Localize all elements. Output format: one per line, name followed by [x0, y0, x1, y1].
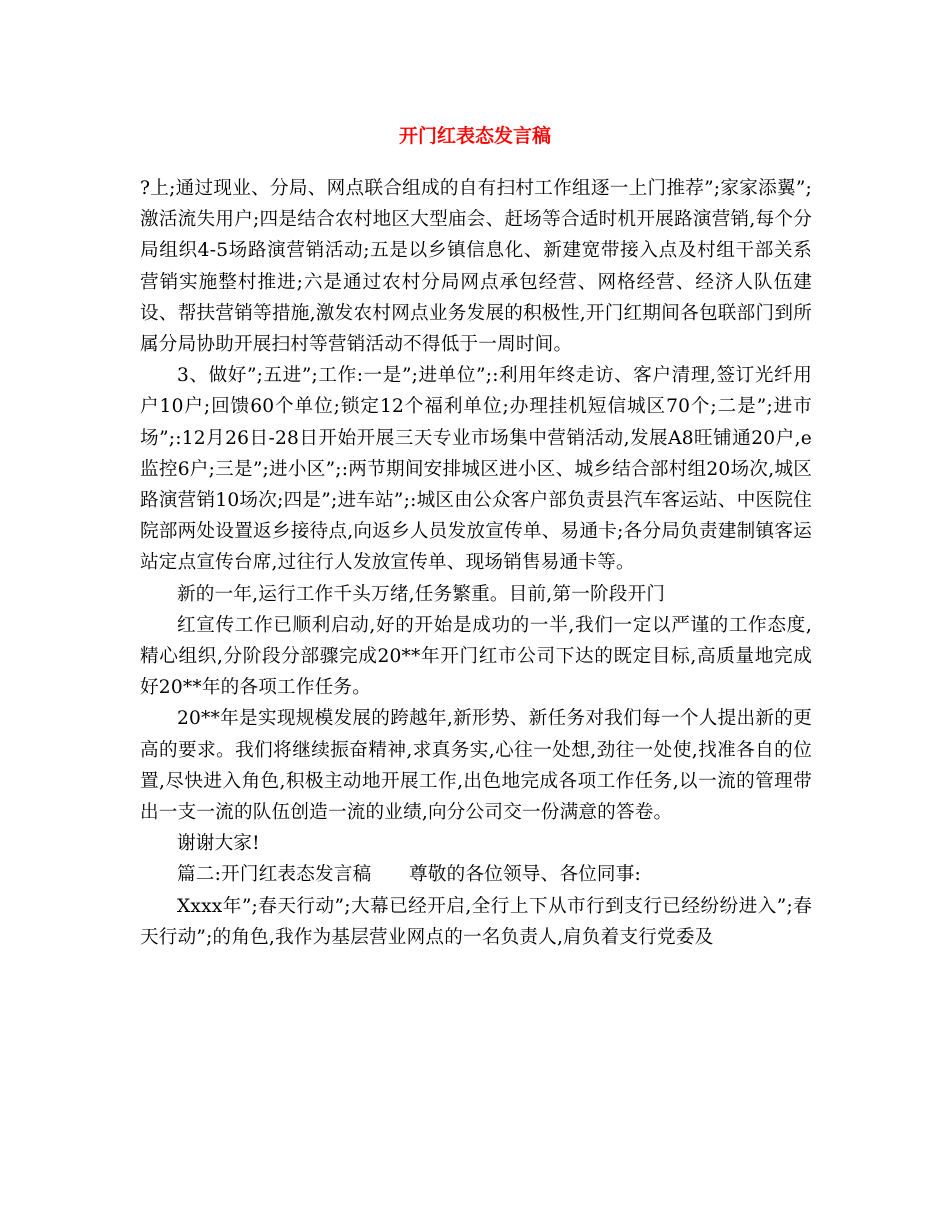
- paragraph-4: 红宣传工作已顺利启动,好的开始是成功的一半,我们一定以严谨的工作态度,精心组织,分阶段分部骤完成20**年开门红市公司下达的既定目标,高质量地完成好20**年的各项工作任务。: [140, 614, 812, 699]
- paragraph-1: ?上;通过现业、分局、网点联合组成的自有扫村工作组逐一上门推荐”;家家添翼”;激活流失用户;四是结合农村地区大型庙会、赶场等合适时机开展路演营销,每个分局组织4-5场路演营销活动;五是以乡镇信息化、新建宽带接入点及村组干部关系营销实施整村推进;六是通过农村分局网点承包经营、网格经营、经济人队伍建设、帮扶营销等措施,激发农村网点业务发展的积极性,开门红期间各包联部门到所属分局协助开展扫村等营销活动不得低于一周时间。: [140, 178, 812, 356]
- document-body: [140, 173, 812, 953]
- paragraph-6: 谢谢大家!: [177, 833, 260, 855]
- paragraph-8: Xxxx年”;春天行动”;大幕已经开启,全行上下从市行到支行已经纷纷进入”;春天行动”;的角色,我作为基层营业网点的一名负责人,肩负着支行党委及: [140, 895, 812, 948]
- paragraph-2: 3、做好”;五进”;工作:一是”;进单位”;:利用年终走访、客户清理,签订光纤用户10户;回馈60个单位;锁定12个福利单位;办理挂机短信城区70个;二是”;进市场”;:12月26日-28日开始开展三天专业市场集中营销活动,发展A8旺铺通20户,e监控6户;三是”;进小区”;:两节期间安排城区进小区、城乡结合部村组20场次,城区路演营销10场次;四是”;进车站”;:城区由公众客户部负责县汽车客运站、中医院住院部两处设置返乡接待点,向返乡人员发放宣传单、易通卡;各分局负责建制镇客运站定点宣传台席,过往行人发放宣传单、现场销售易通卡等。: [140, 365, 812, 574]
- paragraph-3: 新的一年,运行工作千头万绪,任务繁重。目前,第一阶段开门: [177, 583, 666, 605]
- paragraph-5: 20**年是实现规模发展的跨越年,新形势、新任务对我们每一个人提出新的更高的要求。我们将继续振奋精神,求真务实,心往一处想,劲往一处使,找准各自的位置,尽快进入角色,积极主动地开展工作,出色地完成各项工作任务,以一流的管理带出一支一流的队伍创造一流的业绩,向分公司交一份满意的答卷。: [140, 708, 812, 824]
- document-title: 开门红表态发言稿: [398, 125, 551, 147]
- paragraph-7: 篇二:开门红表态发言稿 尊敬的各位领导、各位同事:: [177, 864, 641, 886]
